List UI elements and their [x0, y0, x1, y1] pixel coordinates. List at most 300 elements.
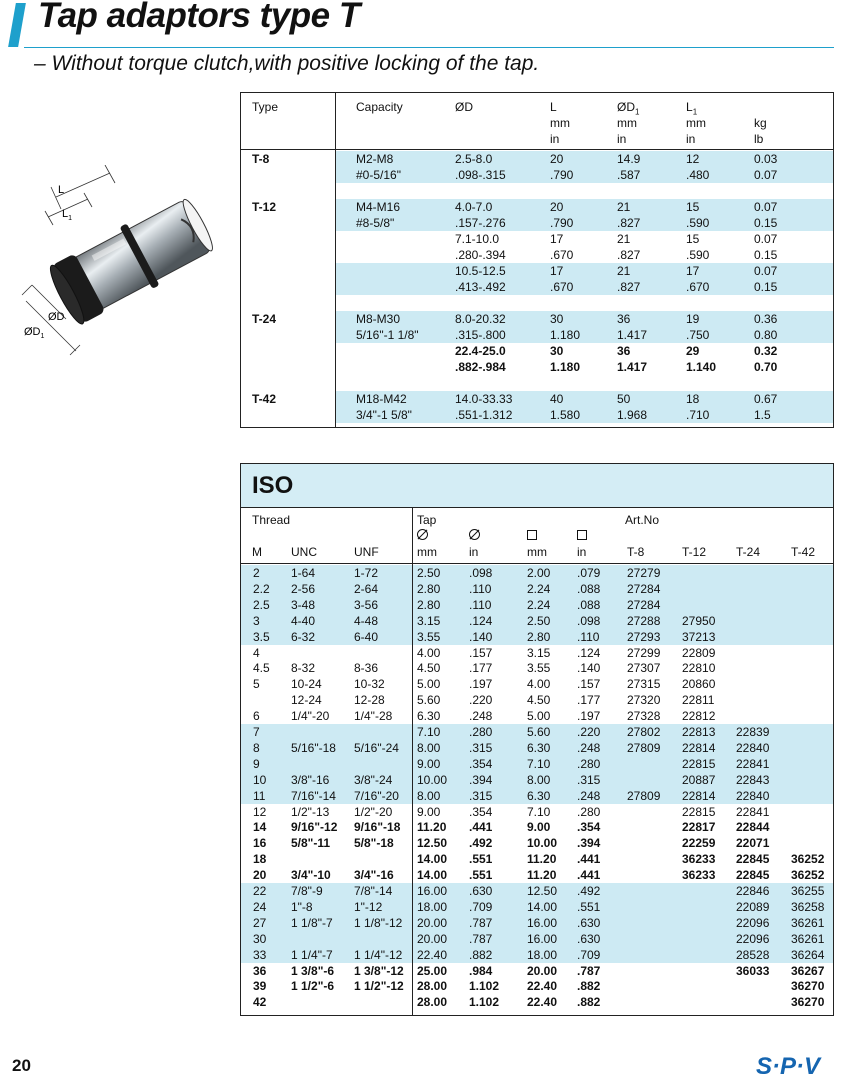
cell-m: 33: [253, 947, 267, 962]
cell-unc: 1/2"-13: [291, 804, 330, 819]
cell-unc: 1/4"-20: [291, 709, 330, 724]
cell-tap-mm: 9.00: [417, 804, 441, 819]
cell-m: 14: [253, 820, 267, 835]
cell-sq-mm: 16.00: [527, 931, 558, 946]
cell-l: 17: [550, 264, 564, 278]
cell-unc: 5/16"-18: [291, 740, 336, 755]
cell-sq-mm: 6.30: [527, 740, 551, 755]
cell-m: 16: [253, 836, 267, 851]
cell-kg: 0.07: [754, 168, 778, 182]
table-row: [241, 629, 833, 645]
table-row: [241, 931, 833, 947]
cell-l1: 18: [686, 392, 700, 406]
cell-tap-in: .787: [469, 915, 493, 930]
table-row: [241, 597, 833, 613]
cell-t8: 27284: [627, 597, 661, 612]
cell-t8: 27802: [627, 725, 661, 739]
table-row: [241, 788, 833, 804]
cell-unc: 7/8"-9: [291, 884, 323, 898]
cell-m: 4: [253, 645, 260, 660]
cell-unf: 6-40: [354, 629, 379, 644]
table-row: [241, 899, 833, 915]
cell-sq-mm: 22.40: [527, 979, 558, 994]
cell-sq-mm: 2.24: [527, 597, 551, 612]
cell-kg: 0.36: [754, 312, 778, 326]
cell-t42: 36255: [791, 884, 825, 898]
cell-t12: 37213: [682, 629, 716, 644]
table-row: [241, 947, 833, 963]
header-l-in: in: [550, 132, 560, 146]
cell-capacity: #0-5/16": [356, 168, 401, 182]
cell-tap-in: .709: [469, 899, 493, 914]
cell-unc: 1"-8: [291, 899, 313, 914]
cell-tap-mm: 12.50: [417, 836, 448, 851]
cell-unc: 1-64: [291, 566, 316, 580]
cell-m: 6: [253, 709, 260, 724]
cell-m: 2.2: [253, 581, 270, 596]
cell-t42: 36264: [791, 947, 825, 962]
cell-m: 5: [253, 677, 260, 692]
cell-t42: 36261: [791, 931, 825, 946]
cell-sq-in: .280: [577, 804, 601, 819]
cell-d1: 21: [617, 200, 631, 214]
cell-unf: 5/16"-24: [354, 740, 399, 755]
cell-t24: 28528: [736, 947, 770, 962]
cell-kg: 0.07: [754, 232, 778, 246]
cell-d1: 1.417: [617, 360, 648, 374]
cell-unc: 6-32: [291, 629, 316, 644]
cell-d1: 36: [617, 312, 631, 326]
cell-t24: 22841: [736, 804, 770, 819]
cell-tap-mm: 4.50: [417, 661, 441, 676]
table-row: [241, 199, 833, 215]
cell-capacity: M18-M42: [356, 392, 407, 406]
cell-t42: 36270: [791, 979, 825, 994]
cell-tap-in: 1.102: [469, 995, 500, 1010]
cell-t12: 22814: [682, 740, 716, 755]
cell-sq-in: .197: [577, 709, 601, 724]
cell-tap-mm: 22.40: [417, 947, 448, 962]
cell-t24: 22096: [736, 915, 770, 930]
cell-t24: 22840: [736, 740, 770, 755]
cell-unf: 10-32: [354, 677, 385, 692]
cell-l: 30: [550, 312, 564, 326]
cell-unc: 2-56: [291, 581, 316, 596]
diameter-symbol-in: [469, 528, 480, 544]
cell-unf: 1"-12: [354, 899, 383, 914]
cell-capacity: 5/16"-1 1/8": [356, 328, 419, 342]
table-row: [241, 645, 833, 661]
cell-d: 2.5-8.0: [455, 152, 493, 166]
cell-m: 9: [253, 756, 260, 771]
cell-d: .280-.394: [455, 248, 506, 262]
cell-tap-in: .394: [469, 772, 493, 787]
cell-sq-in: .492: [577, 884, 601, 898]
cell-t24: 22839: [736, 725, 770, 739]
cell-kg: 0.67: [754, 392, 778, 406]
cell-m: 4.5: [253, 661, 270, 676]
cell-sq-mm: 8.00: [527, 772, 551, 787]
cell-d: 22.4-25.0: [455, 344, 506, 358]
cell-t24: 22096: [736, 931, 770, 946]
cell-tap-mm: 2.80: [417, 597, 441, 612]
cell-l1: .670: [686, 280, 710, 294]
cell-tap-mm: 14.00: [417, 868, 448, 883]
cell-tap-in: .110: [469, 597, 492, 612]
header-tap: Tap: [417, 513, 437, 527]
cell-t42: 36258: [791, 899, 825, 914]
cell-unf: 1-72: [354, 566, 379, 580]
cell-tap-in: .197: [469, 677, 493, 692]
cell-tap-mm: 8.00: [417, 788, 441, 803]
cell-sq-in: .177: [577, 693, 601, 708]
cell-t12: 22259: [682, 836, 716, 851]
table-row: [241, 279, 833, 295]
table-row: [241, 851, 833, 867]
cell-t12: 27950: [682, 613, 716, 628]
table-row: [241, 676, 833, 692]
cell-t24: 22840: [736, 788, 770, 803]
table-row: [241, 708, 833, 724]
cell-sq-in: .882: [577, 995, 601, 1010]
cell-t12: 20860: [682, 677, 716, 692]
cell-unf: 12-28: [354, 693, 385, 708]
cell-kg: 0.15: [754, 280, 778, 294]
cell-unc: 12-24: [291, 693, 322, 708]
table-row: [241, 915, 833, 931]
cell-t42: 36267: [791, 963, 825, 978]
cell-t8: 27299: [627, 645, 661, 660]
cell-sq-in: .630: [577, 931, 601, 946]
cell-l1: .590: [686, 248, 710, 262]
cell-tap-in: .984: [469, 963, 493, 978]
table-row: [241, 883, 833, 899]
cell-tap-in: .882: [469, 947, 493, 962]
cell-t24: 22845: [736, 852, 770, 867]
cell-sq-mm: 7.10: [527, 804, 551, 819]
cell-unc: 8-32: [291, 661, 316, 676]
cell-unf: 1/2"-20: [354, 804, 393, 819]
cell-d1: 1.417: [617, 328, 648, 342]
cell-l: .670: [550, 280, 574, 294]
cell-capacity: 3/4"-1 5/8": [356, 408, 412, 422]
page-subtitle: – Without torque clutch,with positive locking of the tap.: [34, 52, 540, 75]
cell-d: .413-.492: [455, 280, 506, 294]
cell-l: 30: [550, 344, 564, 358]
cell-m: 3.5: [253, 629, 270, 644]
cell-capacity: M4-M16: [356, 200, 401, 214]
page-title: Tap adaptors type T: [38, 0, 360, 35]
cell-capacity: #8-5/8": [356, 216, 395, 230]
cell-sq-in: .441: [577, 868, 601, 883]
table-row: [241, 327, 833, 343]
tap-adaptor-drawing: [18, 165, 223, 365]
cell-sq-in: .248: [577, 740, 601, 755]
cell-t12: 22812: [682, 709, 716, 724]
cell-sq-in: .248: [577, 788, 601, 803]
header-l1-mm: mm: [686, 116, 706, 130]
cell-sq-in: .088: [577, 597, 601, 612]
cell-t24: 36033: [736, 963, 770, 978]
cell-t24: 22089: [736, 899, 770, 914]
cell-l: 20: [550, 152, 564, 166]
cell-d: .157-.276: [455, 216, 506, 230]
cell-t8: 27293: [627, 629, 661, 644]
cell-unf: 1 1/4"-12: [354, 947, 403, 962]
cell-m: 7: [253, 725, 260, 739]
cell-t24: 22071: [736, 836, 770, 851]
cell-sq-in: .220: [577, 725, 601, 739]
cell-unf: 9/16"-18: [354, 820, 401, 835]
cell-t12: 22813: [682, 725, 716, 739]
cell-l1: 17: [686, 264, 700, 278]
cell-unc: 9/16"-12: [291, 820, 338, 835]
cell-t24: 22843: [736, 772, 770, 787]
cell-d1: 1.968: [617, 408, 648, 422]
cell-sq-in: .394: [577, 836, 601, 851]
cell-l: 1.180: [550, 328, 581, 342]
cell-d: .551-1.312: [455, 408, 513, 422]
cell-unf: 1 1/8"-12: [354, 915, 403, 930]
cell-unf: 3-56: [354, 597, 379, 612]
header-kg: kg: [754, 116, 767, 130]
cell-sq-mm: 14.00: [527, 899, 558, 914]
cell-t8: 27315: [627, 677, 661, 692]
table-row: [241, 247, 833, 263]
cell-l1: 1.140: [686, 360, 717, 374]
cell-type: T-12: [252, 200, 277, 214]
cell-unc: 1 1/8"-7: [291, 915, 333, 930]
cell-unf: 5/8"-18: [354, 836, 394, 851]
cell-d: .882-.984: [455, 360, 506, 374]
cell-capacity: M2-M8: [356, 152, 394, 166]
cell-tap-in: .787: [469, 931, 493, 946]
cell-unc: 1 1/4"-7: [291, 947, 333, 962]
table-row: [241, 994, 833, 1010]
dim-label-l: L: [58, 184, 65, 196]
cell-sq-mm: 22.40: [527, 995, 558, 1010]
cell-tap-in: .551: [469, 852, 493, 867]
cell-d: .098-.315: [455, 168, 506, 182]
cell-d: 10.5-12.5: [455, 264, 506, 278]
cell-tap-in: .124: [469, 613, 493, 628]
cell-unc: 1 1/2"-6: [291, 979, 335, 994]
header-type: Type: [252, 100, 279, 114]
cell-tap-mm: 28.00: [417, 995, 448, 1010]
cell-tap-mm: 5.00: [417, 677, 441, 692]
header-t42: T-42: [791, 545, 816, 559]
cell-sq-in: .882: [577, 979, 601, 994]
cell-type: T-24: [252, 312, 277, 326]
cell-t8: 27307: [627, 661, 661, 676]
cell-sq-in: .551: [577, 899, 601, 914]
cell-kg: 0.32: [754, 344, 778, 358]
cell-t12: 22815: [682, 756, 716, 771]
cell-sq-mm: 11.20: [527, 868, 557, 883]
cell-sq-mm: 9.00: [527, 820, 551, 835]
header-unc: UNC: [291, 545, 317, 559]
table-row: [241, 963, 833, 979]
header-d: ØD: [455, 100, 473, 114]
table-row: [241, 581, 833, 597]
cell-sq-mm: 3.15: [527, 645, 551, 660]
cell-sq-in: .124: [577, 645, 601, 660]
cell-sq-mm: 20.00: [527, 963, 558, 978]
cell-l1: 15: [686, 232, 700, 246]
cell-l: .790: [550, 216, 574, 230]
cell-l: 1.580: [550, 408, 581, 422]
table-row: [241, 978, 833, 994]
iso-table: [240, 463, 834, 1016]
table-row: [241, 819, 833, 835]
cell-sq-in: .441: [577, 852, 601, 867]
table-row: [241, 804, 833, 820]
cell-l: .670: [550, 248, 574, 262]
cell-tap-in: .492: [469, 836, 493, 851]
cell-t12: 20887: [682, 772, 716, 787]
dim-label-l1: $L_1$: [62, 208, 73, 222]
table-row: [241, 359, 833, 375]
cell-unf: 3/4"-16: [354, 868, 394, 883]
cell-m: 30: [253, 931, 267, 946]
page-number: 20: [12, 1056, 31, 1075]
table-row: [241, 407, 833, 423]
cell-tap-in: .630: [469, 884, 493, 898]
cell-t8: 27809: [627, 740, 661, 755]
cell-tap-in: .354: [469, 756, 493, 771]
cell-t8: 27288: [627, 613, 661, 628]
cell-t12: 22810: [682, 661, 716, 676]
cell-t8: 27284: [627, 581, 661, 596]
cell-sq-in: .354: [577, 820, 601, 835]
cell-sq-mm: 10.00: [527, 836, 558, 851]
cell-m: 2.5: [253, 597, 270, 612]
header-artno: Art.No: [625, 513, 660, 527]
cell-kg: 0.03: [754, 152, 778, 166]
cell-unf: 1 3/8"-12: [354, 963, 404, 978]
cell-sq-in: .787: [577, 963, 601, 978]
cell-kg: 0.15: [754, 248, 778, 262]
table-row: [241, 263, 833, 279]
cell-m: 27: [253, 915, 267, 930]
header-in-1: in: [469, 545, 479, 559]
cell-unf: 2-64: [354, 581, 379, 596]
cell-tap-in: .280: [469, 725, 493, 739]
table-row: [241, 724, 833, 740]
cell-tap-in: .248: [469, 709, 493, 724]
cell-l1: .590: [686, 216, 710, 230]
title-accent-bar: [8, 3, 26, 47]
cell-tap-mm: 4.00: [417, 645, 441, 660]
header-l-mm: mm: [550, 116, 570, 130]
cell-unf: 1 1/2"-12: [354, 979, 404, 994]
cell-t12: 36233: [682, 852, 716, 867]
cell-kg: 0.15: [754, 216, 778, 230]
header-in-2: in: [577, 545, 587, 559]
cell-d1: 21: [617, 264, 631, 278]
cell-t12: 36233: [682, 868, 716, 883]
cell-sq-in: .110: [577, 629, 600, 644]
cell-t12: 22814: [682, 788, 716, 803]
cell-kg: 1.5: [754, 408, 771, 422]
cell-t42: 36270: [791, 995, 825, 1010]
cell-sq-mm: 6.30: [527, 788, 551, 803]
cell-unf: 4-48: [354, 613, 379, 628]
cell-unf: 7/8"-14: [354, 884, 393, 898]
cell-tap-mm: 5.60: [417, 693, 441, 708]
cell-sq-in: .630: [577, 915, 601, 930]
cell-t8: 27320: [627, 693, 661, 708]
cell-l1: 15: [686, 200, 700, 214]
cell-kg: 0.07: [754, 200, 778, 214]
table-row: [241, 311, 833, 327]
cell-unc: 1 3/8"-6: [291, 963, 335, 978]
cell-tap-mm: 20.00: [417, 931, 448, 946]
cell-sq-mm: 2.00: [527, 566, 551, 580]
cell-m: 8: [253, 740, 260, 755]
cell-sq-mm: 16.00: [527, 915, 558, 930]
cell-d1: .827: [617, 280, 641, 294]
table-row: [241, 565, 833, 581]
cell-t8: 27809: [627, 788, 661, 803]
cell-sq-in: .709: [577, 947, 601, 962]
cell-tap-mm: 14.00: [417, 852, 448, 867]
cell-t24: 22846: [736, 884, 770, 898]
cell-m: 39: [253, 979, 267, 994]
header-unf: UNF: [354, 545, 379, 559]
square-symbol-in: [577, 528, 587, 544]
cell-capacity: M8-M30: [356, 312, 401, 326]
cell-d: 14.0-33.33: [455, 392, 513, 406]
cell-unc: 7/16"-14: [291, 788, 336, 803]
cell-unc: 3-48: [291, 597, 316, 612]
header-l1-in: in: [686, 132, 696, 146]
table-row: [241, 167, 833, 183]
cell-t12: 22811: [682, 693, 715, 708]
cell-unf: 1/4"-28: [354, 709, 393, 724]
cell-d1: 50: [617, 392, 631, 406]
cell-sq-mm: 3.55: [527, 661, 551, 676]
square-symbol-mm: [527, 528, 537, 544]
cell-sq-in: .079: [577, 566, 601, 580]
cell-l1: .480: [686, 168, 710, 182]
spv-logo: [754, 1050, 836, 1080]
cell-l: 1.180: [550, 360, 581, 374]
cell-sq-in: .088: [577, 581, 601, 596]
cell-m: 12: [253, 804, 267, 819]
table-row: [241, 231, 833, 247]
cell-sq-mm: 4.50: [527, 693, 551, 708]
cell-l1: .710: [686, 408, 710, 422]
header-capacity: Capacity: [356, 100, 403, 114]
iso-table-header: [241, 464, 833, 508]
header-lb: lb: [754, 132, 764, 146]
cell-m: 20: [253, 868, 267, 883]
cell-sq-mm: 4.00: [527, 677, 551, 692]
table-row: [241, 772, 833, 788]
cell-kg: 0.70: [754, 360, 778, 374]
cell-d: .315-.800: [455, 328, 506, 342]
cell-tap-mm: 20.00: [417, 915, 448, 930]
cell-unf: 3/8"-24: [354, 772, 393, 787]
table-row: [241, 835, 833, 851]
cell-sq-in: .315: [577, 772, 601, 787]
cell-tap-mm: 3.55: [417, 629, 441, 644]
cell-tap-in: .220: [469, 693, 493, 708]
header-m: M: [252, 545, 262, 559]
cell-tap-mm: 25.00: [417, 963, 448, 978]
cell-unc: 10-24: [291, 677, 322, 692]
